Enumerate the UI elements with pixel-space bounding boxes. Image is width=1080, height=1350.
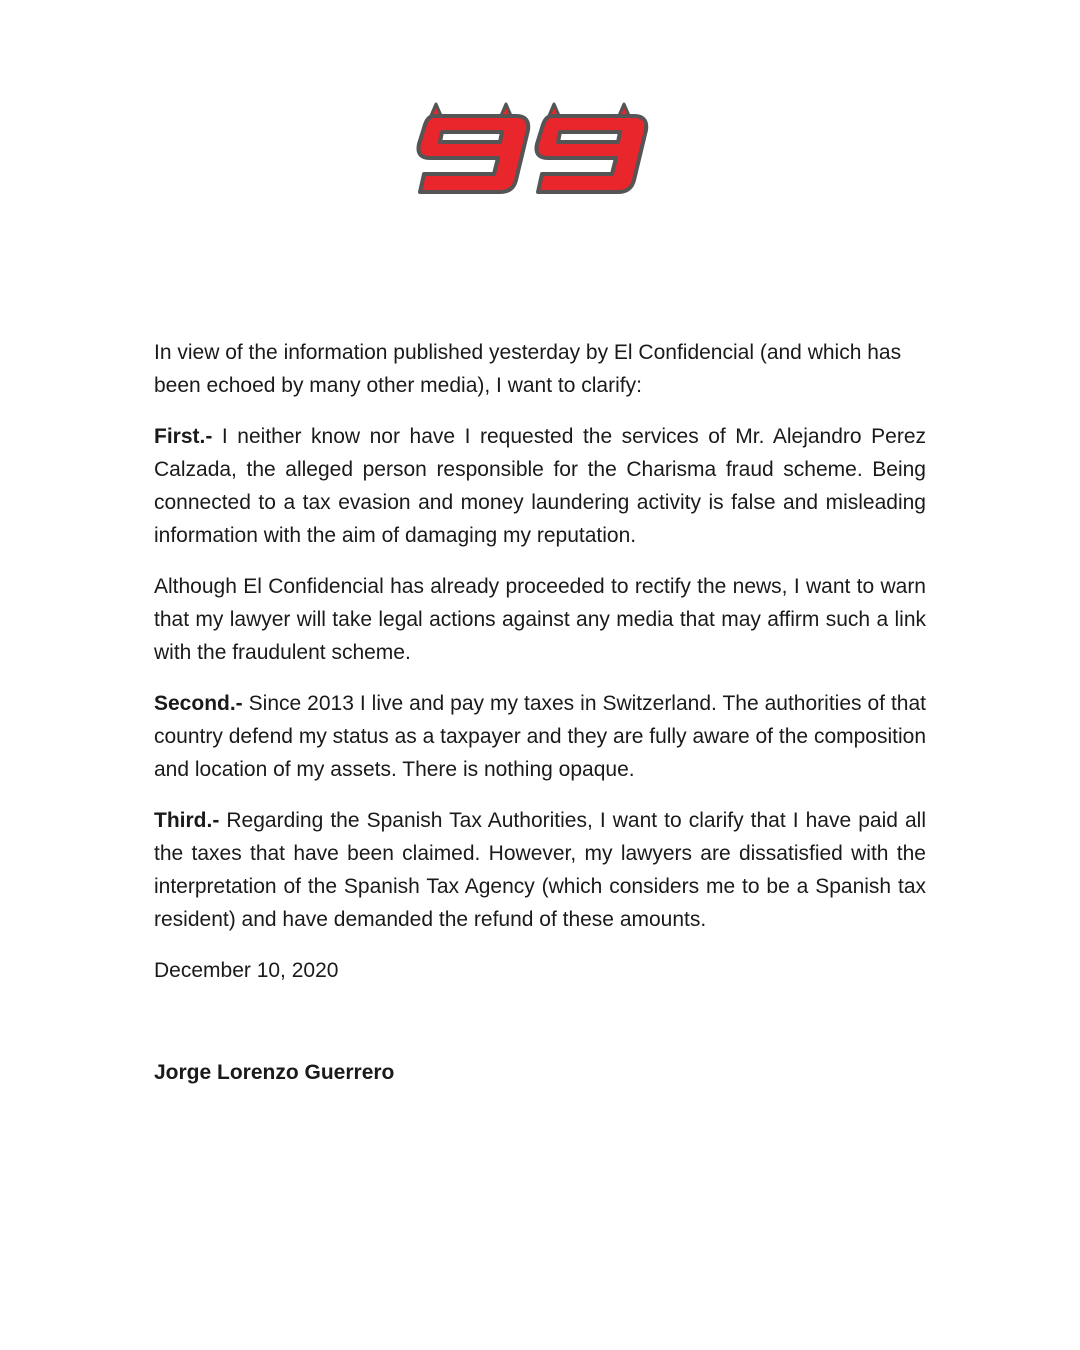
logo-99-graphic — [412, 100, 662, 200]
third-lead: Third.- — [154, 809, 220, 832]
first-lead: First.- — [154, 425, 213, 448]
statement-body — [154, 336, 926, 987]
statement-date: December 10, 2020 — [154, 959, 339, 982]
second-paragraph — [154, 687, 926, 786]
first-paragraph — [154, 420, 926, 552]
rectify-paragraph: Although El Confidencial has already proceeded to rectify the news, I want to warn that my lawyer will take legal actions against any media that may affirm such a link with the fraudulent scheme. — [154, 575, 926, 664]
logo-99 — [412, 100, 662, 200]
intro-paragraph: In view of the information published yesterday by El Confidencial (and which has been echoed by many other media), I want to clarify: — [154, 341, 902, 397]
signature: Jorge Lorenzo Guerrero — [154, 1061, 395, 1084]
logo-digit-9 — [418, 104, 528, 192]
third-paragraph — [154, 804, 926, 936]
second-text: Since 2013 I live and pay my taxes in Switzerland. The authorities of that country defend my status as a taxpayer and they are fully aware of the composition and location of my assets. There is nothing opaque. — [154, 692, 926, 781]
second-lead: Second.- — [154, 692, 243, 715]
third-text: Regarding the Spanish Tax Authorities, I want to clarify that I have paid all the taxes that have been claimed. However, my lawyers are dissatisfied with the interpretation of the Spanish Tax Agency (which considers me to be a Spanish tax resident) and have demanded the refund of these amounts. — [154, 809, 926, 931]
first-text: I neither know nor have I requested the services of Mr. Alejandro Perez Calzada, the alleged person responsible for the Charisma fraud scheme. Being connected to a tax evasion and money laundering activity is false and misleading information with the aim of damaging my reputation. — [154, 425, 926, 547]
